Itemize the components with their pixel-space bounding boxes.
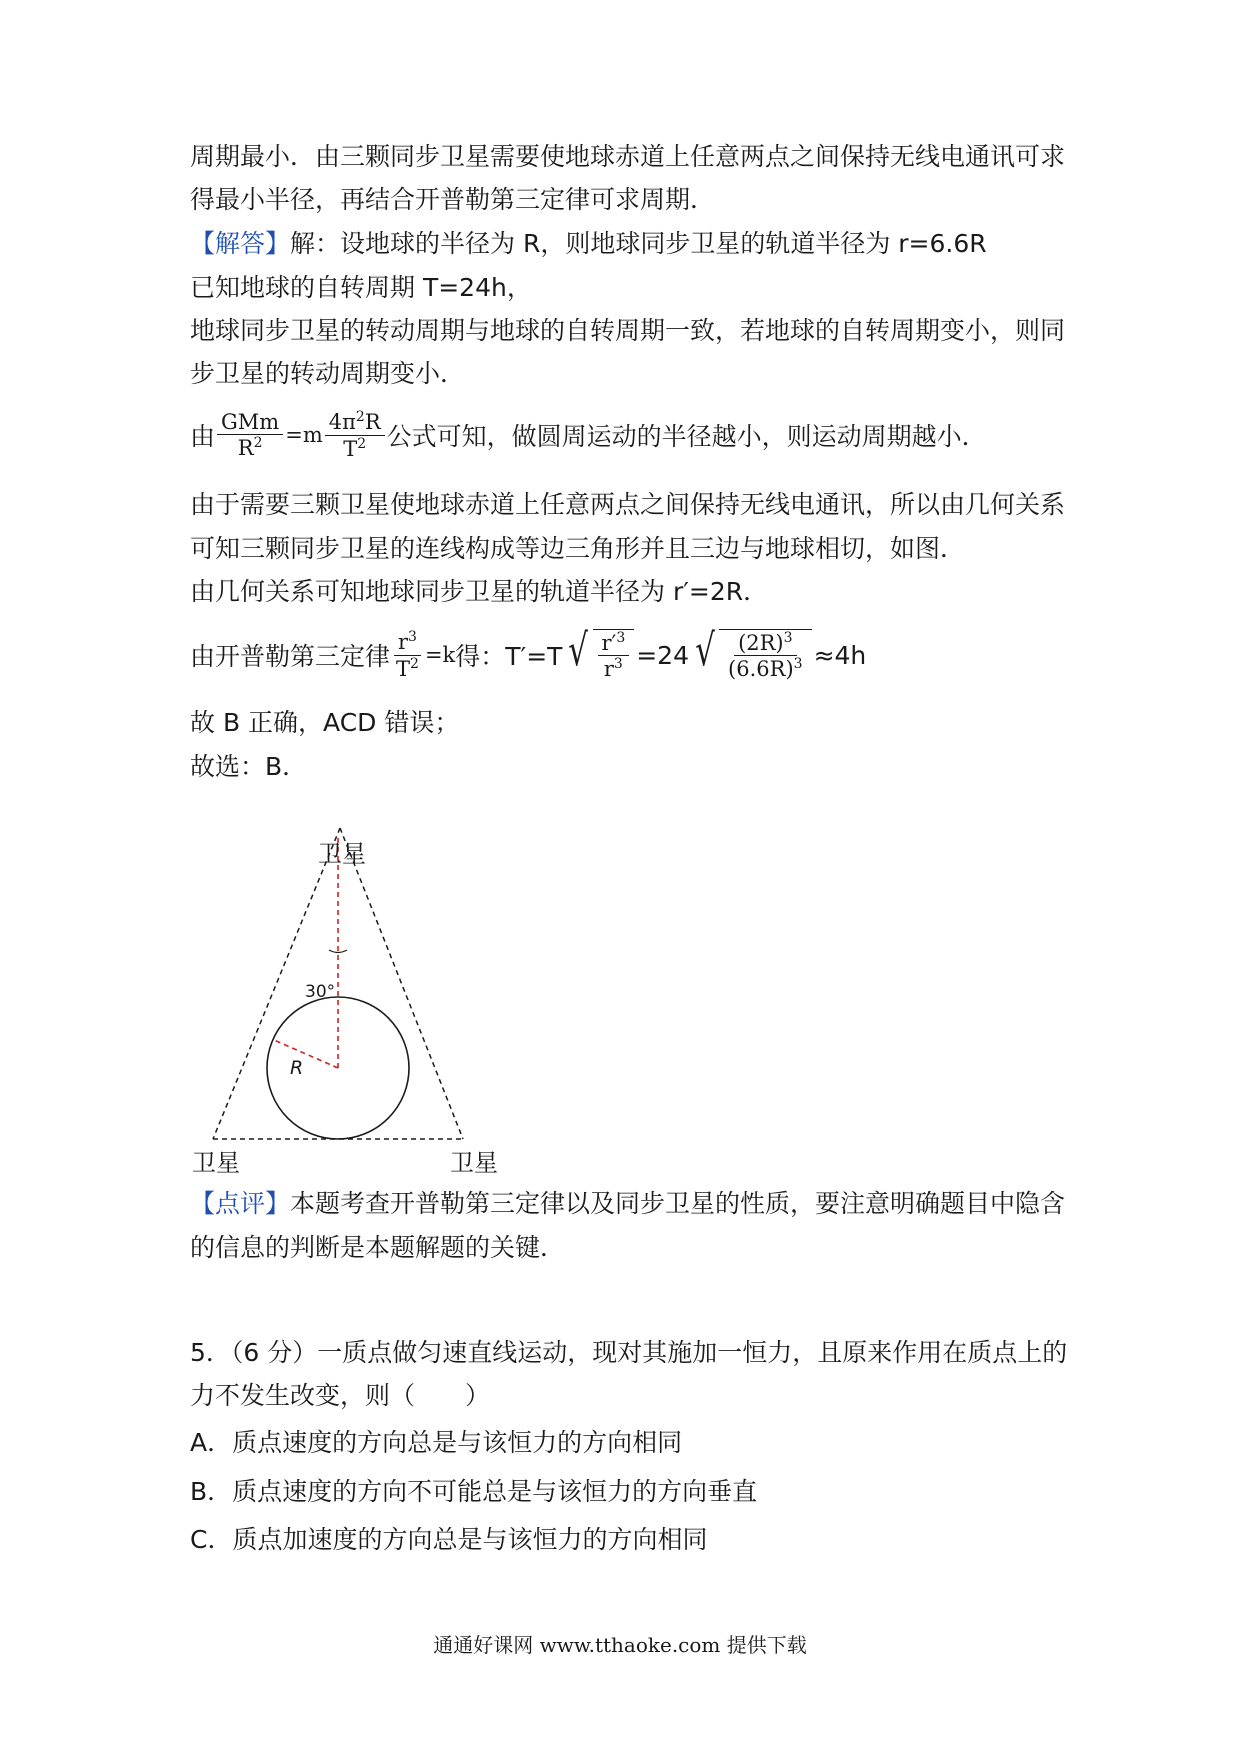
text-line: 已知地球的自转周期 T=24h，: [190, 273, 532, 302]
exponent: 2: [355, 409, 365, 426]
equals-k: =k: [424, 643, 456, 667]
option-b: B．质点速度的方向不可能总是与该恒力的方向垂直: [190, 1477, 758, 1506]
text-line: 得最小半径，再结合开普勒第三定律可求周期．: [190, 185, 716, 214]
fraction: [724, 630, 807, 681]
num-tail: R: [364, 410, 381, 435]
denominator: [600, 656, 627, 681]
exponent: 2: [410, 655, 419, 672]
formula-middle: 得：T′=T: [455, 642, 563, 671]
den-base: T: [343, 436, 358, 461]
exponent: 3: [616, 629, 626, 646]
right-satellite-label: 卫星: [450, 1149, 498, 1177]
text-line: 由几何关系可知地球同步卫星的轨道半径为 r′=2R．: [190, 577, 769, 606]
triangle-right-side: [340, 828, 463, 1139]
den-base: r: [603, 657, 614, 681]
text-line: 步卫星的转动周期变小．: [190, 359, 466, 388]
text-line: 故 B 正确，ACD 错误；: [190, 708, 460, 737]
den-base: T: [396, 656, 411, 681]
gravitation-formula: [190, 400, 987, 470]
den-base: R: [237, 436, 254, 460]
question-line: 5．（6 分）一质点做匀速直线运动，现对其施加一恒力，且原来作用在质点上的: [190, 1338, 1068, 1367]
exponent: 2: [253, 435, 263, 451]
text-line: 的信息的判断是本题解题的关键．: [190, 1233, 566, 1262]
radicand: [593, 629, 635, 681]
radius-lines: [274, 838, 338, 1068]
solution-tag: 【解答】: [190, 229, 291, 258]
text-line: 由于需要三颗卫星使地球赤道上任意两点之间保持无线电通讯，所以由几何关系: [190, 490, 1066, 519]
triangle-left-side: [213, 828, 340, 1139]
comment-line: [190, 1184, 1065, 1224]
num-base: r′: [601, 630, 617, 655]
comment-tag: 【点评】: [190, 1189, 291, 1218]
numerator: [734, 630, 796, 656]
solution-text: 解：设地球的半径为 R，则地球同步卫星的轨道半径为 r=6.6R: [290, 229, 987, 258]
fraction-gmm-r2: [217, 410, 283, 460]
den-base: (6.6R): [728, 657, 794, 681]
numerator: [598, 630, 630, 656]
radius-label: R: [290, 1057, 304, 1079]
fraction-4pi2r-t2: [325, 409, 385, 460]
radius-line: [274, 1040, 338, 1068]
numerator: GMm: [217, 410, 283, 435]
exponent: 3: [793, 656, 803, 672]
fraction-r3-t2: [392, 629, 423, 680]
option-c: C．质点加速度的方向总是与该恒力的方向相同: [190, 1525, 708, 1554]
kepler-formula: [190, 615, 866, 695]
exponent: 3: [783, 629, 793, 646]
text-line: 故选：B．: [190, 752, 308, 781]
denominator: [339, 436, 370, 461]
top-satellite-label: 卫星: [318, 840, 366, 868]
angle-arc: [329, 950, 347, 953]
radical-sign-icon: √: [568, 624, 589, 676]
page-footer: 通通好课网 www.tthaoke.com 提供下载: [433, 1633, 807, 1657]
text-line: 可知三颗同步卫星的连线构成等边三角形并且三边与地球相切，如图．: [190, 534, 966, 563]
result: ≈4h: [813, 640, 867, 670]
exponent: 2: [357, 435, 367, 452]
denominator: [234, 435, 267, 460]
option-a: A．质点速度的方向总是与该恒力的方向相同: [190, 1428, 683, 1457]
num-base: (2R): [738, 630, 784, 655]
numerator: [325, 409, 385, 435]
formula-prefix: 由开普勒第三定律: [190, 642, 391, 671]
fraction: [598, 630, 630, 681]
solution-line: [190, 224, 987, 264]
equals-24: =24: [636, 640, 689, 670]
triangle-outline: [213, 828, 463, 1139]
radical-sign-icon: √: [695, 624, 715, 676]
sqrt-ratio-2r: [691, 624, 812, 681]
exponent: 3: [408, 629, 417, 646]
formula-prefix: 由: [190, 422, 216, 451]
denominator: [392, 656, 423, 681]
left-satellite-label: 卫星: [192, 1149, 240, 1177]
comment-text: 本题考查开普勒第三定律以及同步卫星的性质，要注意明确题目中隐含: [290, 1189, 1066, 1218]
exponent: 3: [613, 656, 623, 672]
sqrt-ratio-r: [564, 624, 634, 681]
formula-suffix: 公式可知，做圆周运动的半径越小，则运动周期越小．: [386, 422, 987, 451]
angle-label: 30°: [305, 982, 336, 1002]
text-line: 周期最小．由三颗同步卫星需要使地球赤道上任意两点之间保持无线电通讯可求: [190, 142, 1066, 171]
question-line: 力不发生改变，则（ ）: [190, 1381, 491, 1410]
numerator: [394, 629, 421, 655]
equals-m: =m: [285, 423, 323, 447]
num-base: 4π: [328, 410, 356, 435]
denominator: [724, 656, 807, 681]
radicand: [719, 629, 812, 681]
num-base: r: [398, 630, 409, 655]
earth-circle: [267, 997, 409, 1139]
text-line: 地球同步卫星的转动周期与地球的自转周期一致，若地球的自转周期变小，则同: [190, 316, 1066, 345]
